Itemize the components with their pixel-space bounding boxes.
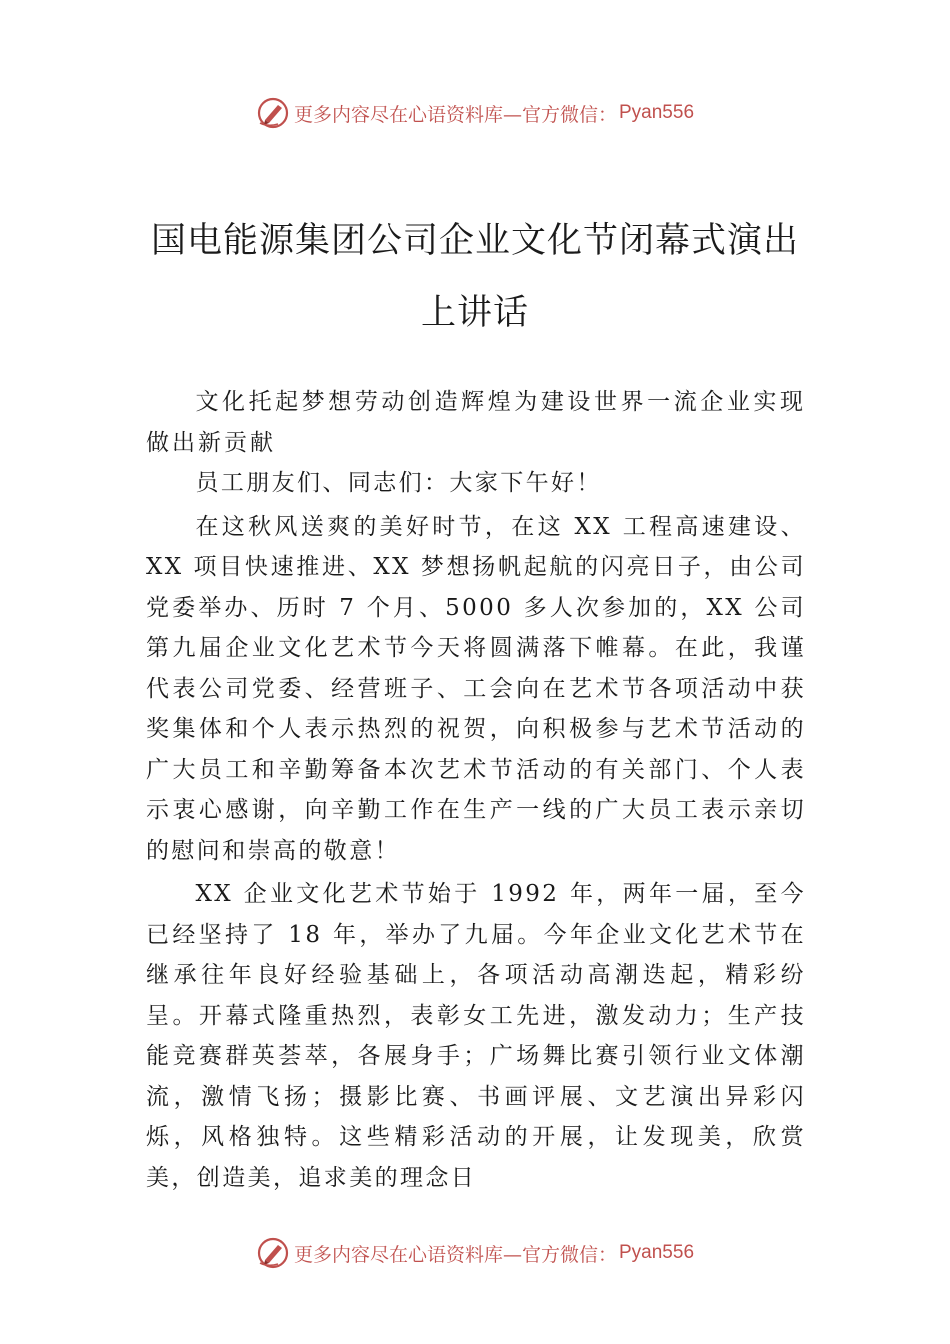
red-pen-logo-icon xyxy=(256,96,290,130)
header-banner xyxy=(0,93,950,133)
greeting-paragraph: 员工朋友们、同志们：大家下午好！ xyxy=(195,470,602,496)
banner-wechat-handle: Pyan556 xyxy=(619,1242,695,1263)
banner-wechat-handle: Pyan556 xyxy=(619,102,695,123)
banner-brand-text: 更多内容尽在心语资料库—官方微信： xyxy=(293,1243,617,1266)
red-pen-logo-icon xyxy=(256,1236,290,1270)
document-body xyxy=(146,382,806,1198)
subtitle-paragraph: 文化托起梦想劳动创造辉煌为建设世界一流企业实现做出新贡献 xyxy=(146,389,806,456)
title-line-2: 上讲话 xyxy=(420,293,529,333)
page-title xyxy=(0,205,950,349)
body-paragraph: 在这秋风送爽的美好时节，在这 XX 工程高速建设、XX 项目快速推进、XX 梦想扬帆起航的闪亮日子，由公司党委举办、历时 7 个月、5000 多人次参加的，XX 公司第九届企业文化艺术节今天将圆满落下帷幕。在此，我谨代表公司党委、经营班子、工会向在艺术节各项活动中获奖集体和个人表示热烈的祝贺，向积极参与艺术节活动的广大员工和辛勤筹备本次艺术节活动的有关部门、个人表示衷心感谢，向辛勤工作在生产一线的广大员工表示亲切的慰问和崇高的敬意！ xyxy=(146,513,806,864)
banner-brand-text: 更多内容尽在心语资料库—官方微信： xyxy=(293,103,617,126)
footer-banner xyxy=(0,1233,950,1273)
body-paragraph: XX 企业文化艺术节始于 1992 年，两年一届，至今已经坚持了 18 年，举办了九届。今年企业文化艺术节在继承往年良好经验基础上，各项活动高潮迭起，精彩纷呈。开幕式隆重热烈，表彰女工先进，激发动力；生产技能竞赛群英荟萃，各展身手；广场舞比赛引领行业文体潮流，激情飞扬；摄影比赛、书画评展、文艺演出异彩闪烁，风格独特。这些精彩活动的开展，让发现美，欣赏美，创造美，追求美的理念日 xyxy=(146,881,806,1191)
title-line-1: 国电能源集团公司企业文化节闭幕式演出 xyxy=(150,221,799,261)
